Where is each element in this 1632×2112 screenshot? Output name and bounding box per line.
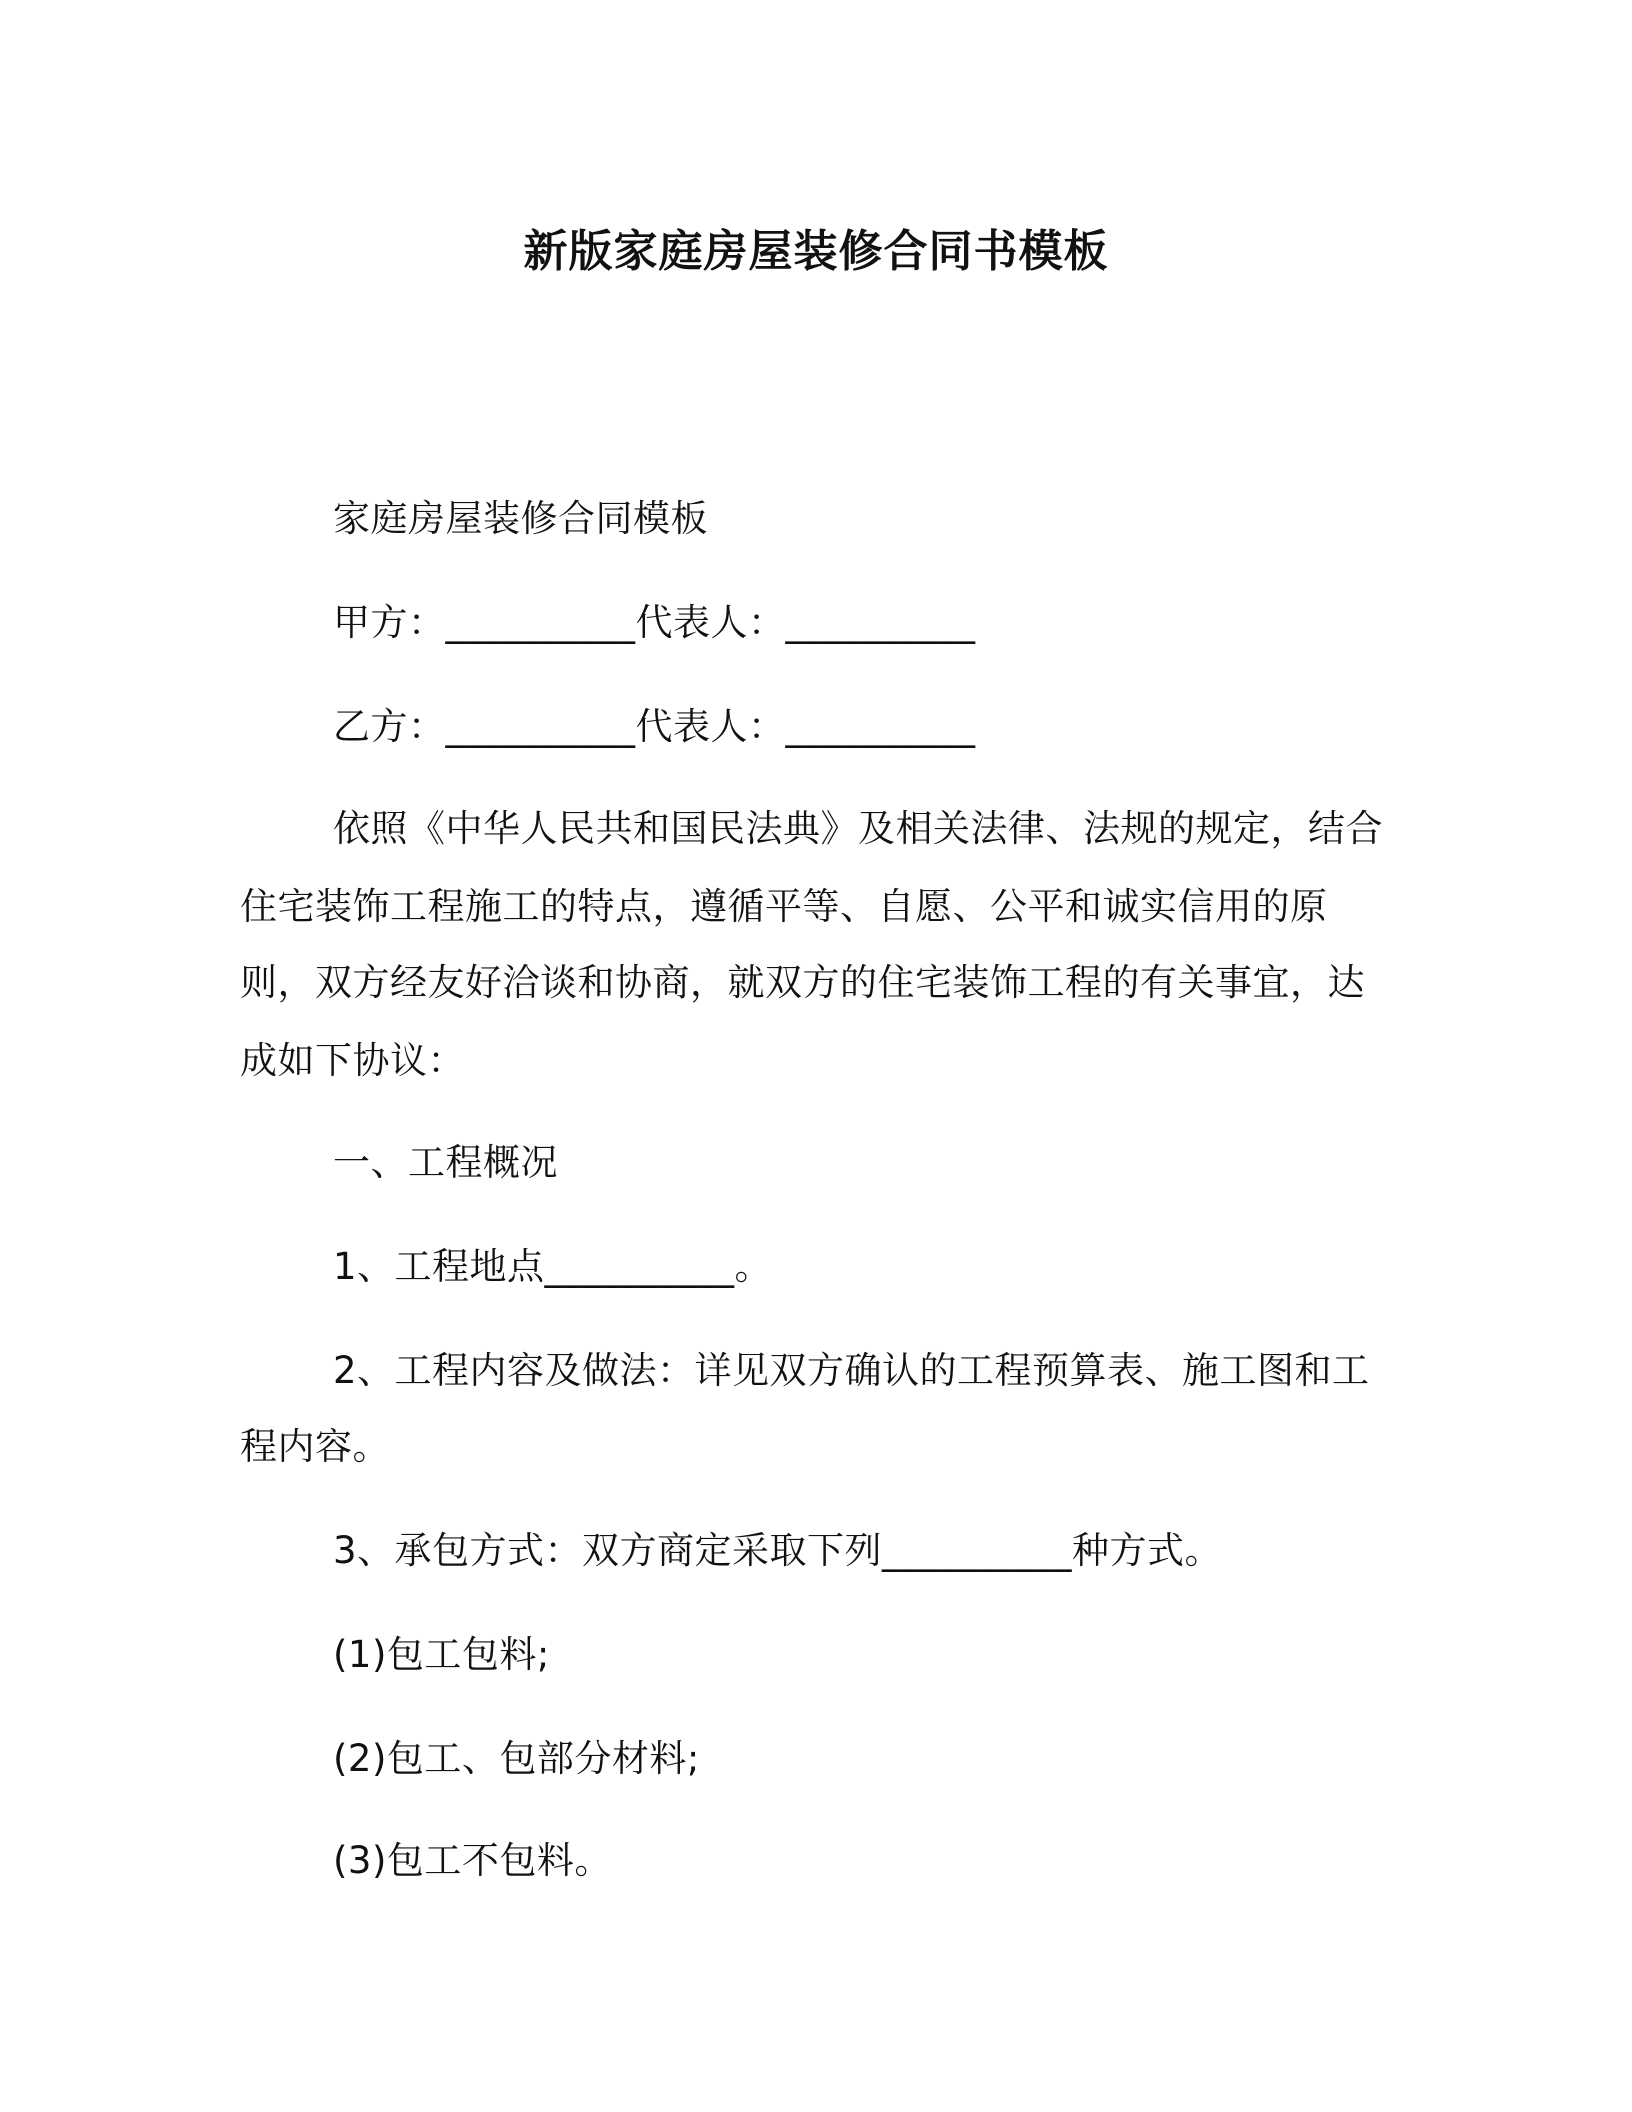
item-project-content-line-2: 程内容。: [240, 1425, 390, 1468]
party-a-line: 甲方：__________代表人：__________: [333, 601, 976, 644]
item-project-location: 1、工程地点__________。: [333, 1245, 773, 1288]
document-title: 新版家庭房屋装修合同书模板: [523, 226, 1109, 277]
contract-subtitle: 家庭房屋装修合同模板: [333, 497, 708, 540]
intro-paragraph-line-1: 依照《中华人民共和国民法典》及相关法律、法规的规定，结合: [333, 807, 1383, 850]
item-project-content-line-1: 2、工程内容及做法：详见双方确认的工程预算表、施工图和工: [333, 1349, 1370, 1392]
intro-paragraph-line-4: 成如下协议：: [240, 1039, 465, 1082]
option-labor-partial-materials: (2)包工、包部分材料;: [333, 1737, 700, 1780]
item-contract-method: 3、承包方式：双方商定采取下列__________种方式。: [333, 1529, 1223, 1572]
intro-paragraph-line-2: 住宅装饰工程施工的特点，遵循平等、自愿、公平和诚实信用的原: [240, 885, 1328, 928]
option-labor-and-materials: (1)包工包料;: [333, 1633, 550, 1676]
intro-paragraph-line-3: 则，双方经友好洽谈和协商，就双方的住宅装饰工程的有关事宜，达: [240, 961, 1365, 1004]
section-heading-project-overview: 一、工程概况: [333, 1141, 558, 1184]
party-b-line: 乙方：__________代表人：__________: [333, 705, 976, 748]
option-labor-only: (3)包工不包料。: [333, 1839, 612, 1882]
